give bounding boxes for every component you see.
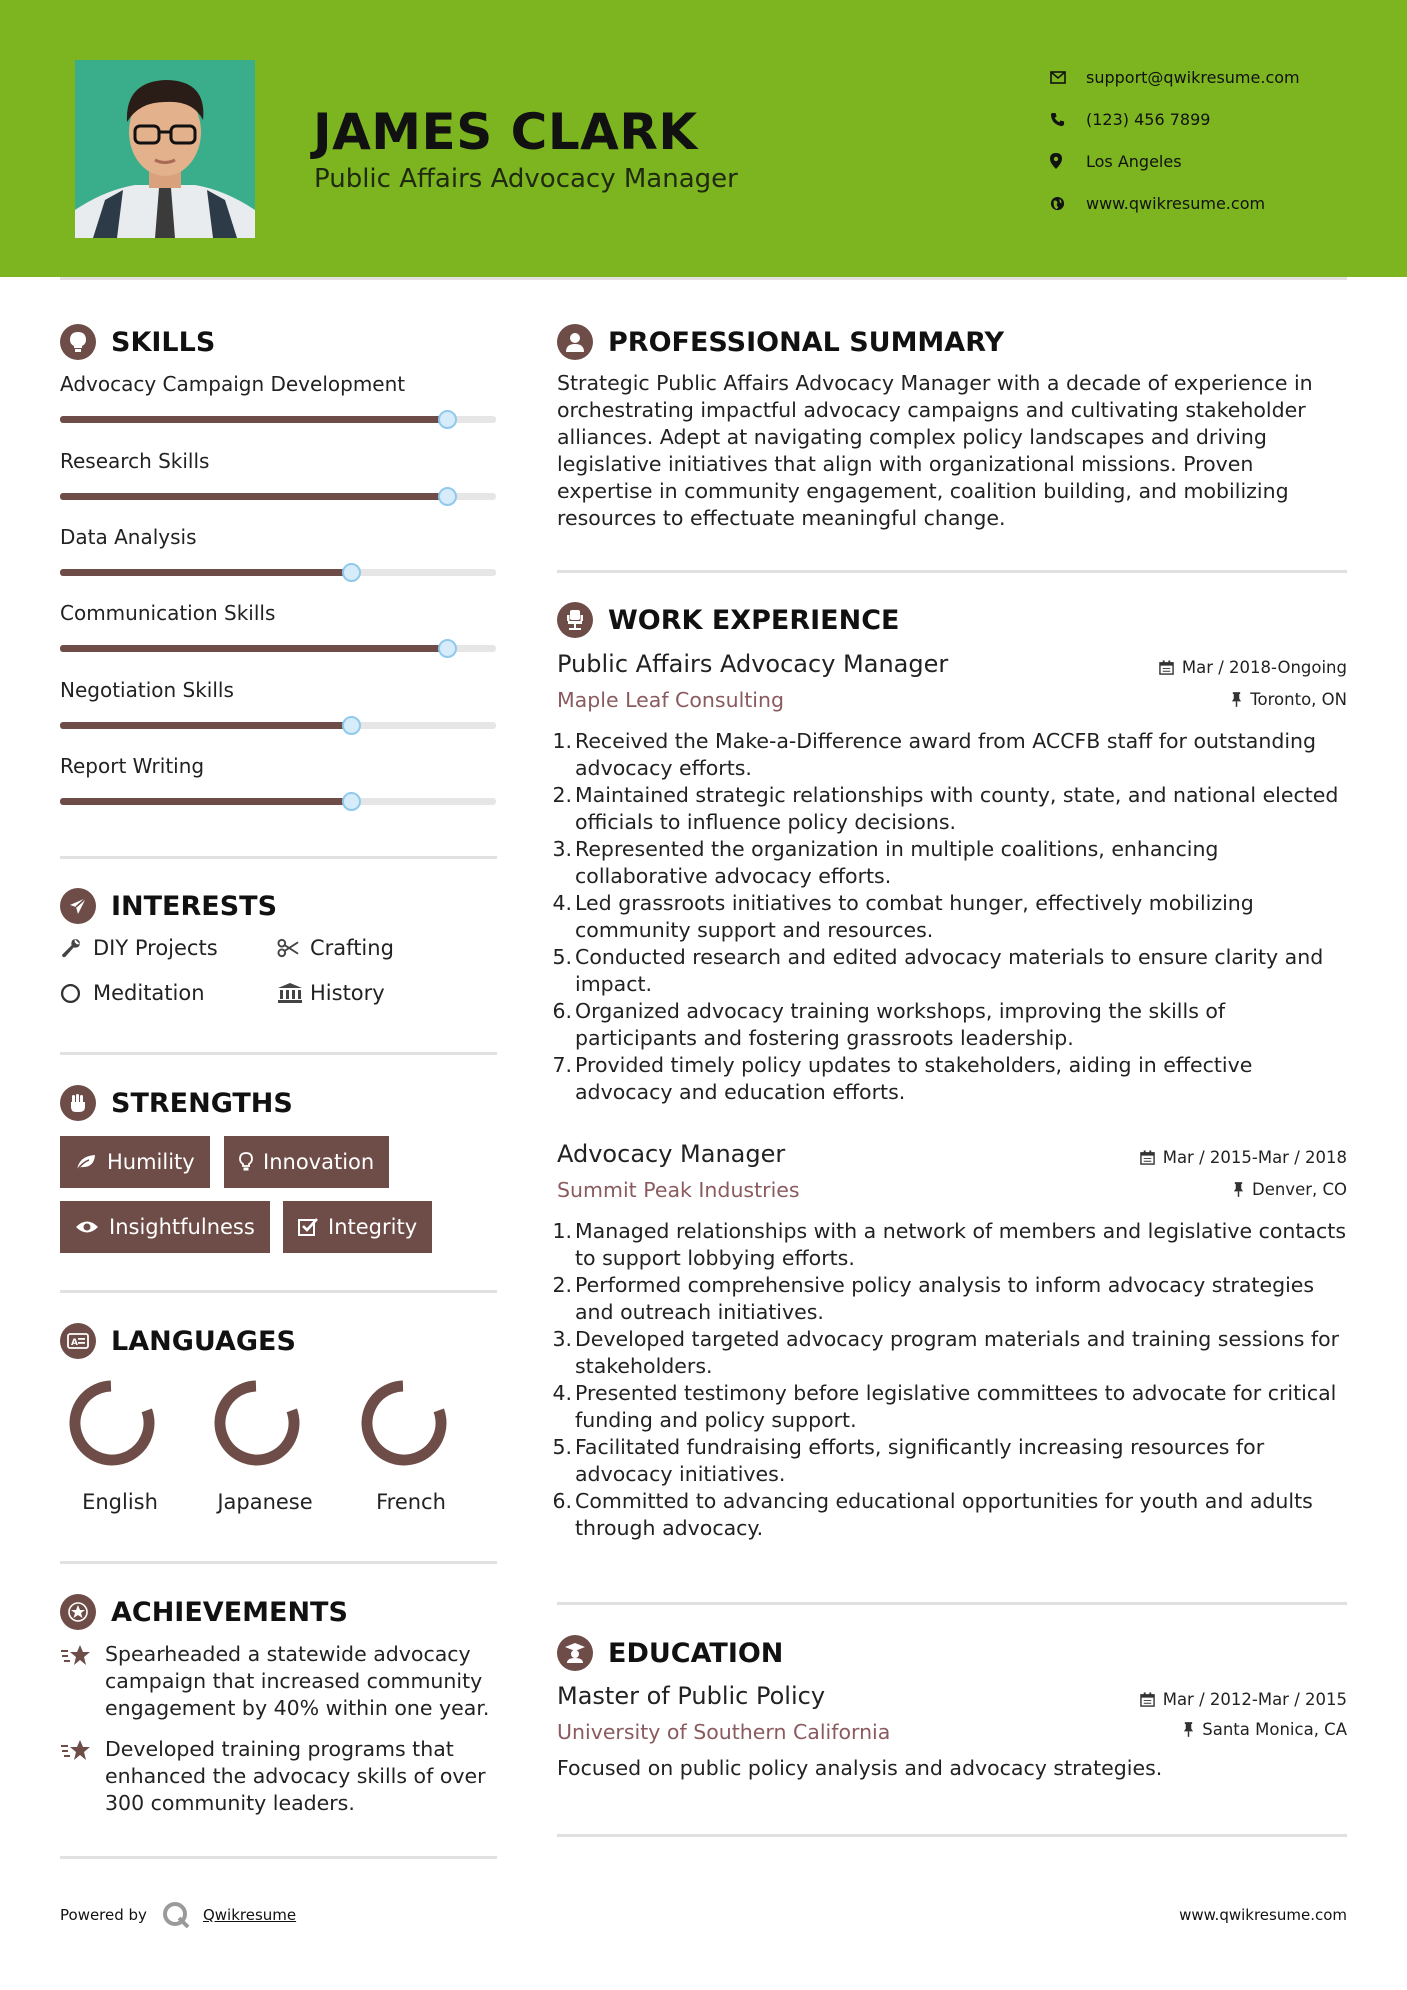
interest-item: Meditation bbox=[60, 981, 205, 1005]
duty-item: 7. Provided timely policy updates to stakeholders, aiding in effective advocacy and education efforts. bbox=[552, 1053, 1253, 1104]
contact-location bbox=[1050, 140, 1300, 182]
achievements-heading: ACHIEVEMENTS bbox=[60, 1594, 348, 1630]
strength-tag: Innovation bbox=[224, 1136, 389, 1188]
strength-tag: Integrity bbox=[283, 1201, 432, 1253]
job-location: Toronto, ON bbox=[1231, 690, 1347, 709]
duty-item: 2. Maintained strategic relationships with county, state, and national elected officials to influence policy decisions. bbox=[552, 783, 1339, 834]
education-heading: EDUCATION bbox=[557, 1635, 783, 1671]
section-divider bbox=[557, 570, 1347, 573]
section-divider bbox=[60, 1856, 497, 1859]
skills-heading: SKILLS bbox=[60, 324, 215, 360]
section-divider bbox=[60, 1561, 497, 1564]
qwikresume-logo-icon bbox=[161, 1900, 191, 1930]
section-divider bbox=[60, 1290, 497, 1293]
contact-location-text: Los Angeles bbox=[1086, 151, 1182, 171]
education-degree: Master of Public Policy bbox=[557, 1682, 826, 1710]
bank-icon bbox=[277, 982, 310, 1004]
contact-website-text: www.qwikresume.com bbox=[1086, 193, 1266, 213]
skill-bar-fill bbox=[60, 645, 448, 652]
star-badge-icon bbox=[60, 1594, 96, 1630]
calendar-icon bbox=[1140, 1150, 1155, 1165]
paper-plane-icon bbox=[60, 888, 96, 924]
duty-item: 4. Led grassroots initiatives to combat hunger, effectively mobilizing community support and resources. bbox=[552, 891, 1254, 942]
contact-list bbox=[1050, 56, 1300, 224]
skill-bar-knob bbox=[438, 410, 457, 429]
candidate-title: Public Affairs Advocacy Manager bbox=[314, 164, 738, 194]
strengths-heading: STRENGTHS bbox=[60, 1085, 293, 1121]
skill-bar bbox=[60, 722, 496, 729]
skill-bar-fill bbox=[60, 722, 352, 729]
job-duties bbox=[552, 1218, 1352, 1542]
skill-bar-knob bbox=[342, 792, 361, 811]
skill-name: Advocacy Campaign Development bbox=[60, 372, 406, 396]
job-title: Advocacy Manager bbox=[557, 1140, 786, 1168]
contact-phone[interactable] bbox=[1050, 98, 1300, 140]
qwikresume-link[interactable]: Qwikresume bbox=[202, 1906, 297, 1924]
duty-item: 3. Represented the organization in multiple coalitions, enhancing collaborative advocacy efforts. bbox=[552, 837, 1219, 888]
skill-bar bbox=[60, 416, 496, 423]
ring-arc bbox=[212, 1378, 302, 1468]
skill-bar bbox=[60, 798, 496, 805]
pushpin-icon bbox=[1183, 1722, 1194, 1737]
skill-bar-knob bbox=[438, 487, 457, 506]
duty-item: 6. Organized advocacy training workshops, improving the skills of participants and fostering grassroots leadership. bbox=[552, 999, 1226, 1050]
shooting-star-icon bbox=[60, 1736, 105, 1817]
language-level-ring bbox=[359, 1378, 449, 1468]
duty-item: 3. Developed targeted advocacy program materials and training sessions for stakeholders. bbox=[552, 1327, 1340, 1378]
experience-heading: WORK EXPERIENCE bbox=[557, 602, 899, 638]
office-chair-icon bbox=[557, 602, 593, 638]
skill-bar-knob bbox=[342, 563, 361, 582]
duty-item: 1. Received the Make-a-Difference award from ACCFB staff for outstanding advocacy efforts. bbox=[552, 729, 1317, 780]
leaf-icon bbox=[75, 1153, 97, 1171]
skill-bar bbox=[60, 569, 496, 576]
fist-icon bbox=[60, 1085, 96, 1121]
job-title: Public Affairs Advocacy Manager bbox=[557, 650, 949, 678]
education-location: Santa Monica, CA bbox=[1183, 1720, 1347, 1739]
duty-item: 2. Performed comprehensive policy analysis to inform advocacy strategies and outreach initiatives. bbox=[552, 1273, 1315, 1324]
graduate-icon bbox=[557, 1635, 593, 1671]
strength-tag: Insightfulness bbox=[60, 1201, 270, 1253]
education-school: University of Southern California bbox=[557, 1720, 891, 1744]
skill-bar-fill bbox=[60, 493, 448, 500]
language-label: French bbox=[376, 1490, 446, 1514]
lightbulb-icon bbox=[239, 1152, 253, 1172]
section-divider bbox=[557, 1834, 1347, 1837]
location-pin-icon bbox=[1050, 153, 1086, 169]
achievement-item: Spearheaded a statewide advocacy campaign that increased community engagement by 40% within one year. bbox=[60, 1641, 500, 1722]
job-dates: Mar / 2018-Ongoing bbox=[1159, 658, 1347, 677]
circle-icon bbox=[60, 983, 93, 1004]
candidate-name: JAMES CLARK bbox=[313, 103, 698, 161]
interest-item: DIY Projects bbox=[60, 936, 218, 960]
email-icon bbox=[1050, 71, 1086, 84]
eye-icon bbox=[75, 1219, 99, 1235]
interest-item: Crafting bbox=[277, 936, 394, 960]
interests-heading: INTERESTS bbox=[60, 888, 277, 924]
job-company: Maple Leaf Consulting bbox=[557, 688, 785, 712]
duty-item: 6. Committed to advancing educational opportunities for youth and adults through advocacy. bbox=[552, 1489, 1313, 1540]
footer-branding bbox=[60, 1900, 296, 1930]
footer-website[interactable]: www.qwikresume.com bbox=[1179, 1906, 1347, 1924]
wrench-icon bbox=[60, 938, 93, 959]
section-divider bbox=[60, 1052, 497, 1055]
powered-by-text: Powered by bbox=[60, 1906, 147, 1924]
shooting-star-icon bbox=[60, 1641, 105, 1722]
skill-bar-knob bbox=[342, 716, 361, 735]
language-label: Japanese bbox=[217, 1490, 313, 1514]
skill-name: Report Writing bbox=[60, 754, 205, 778]
check-square-icon bbox=[298, 1217, 318, 1237]
calendar-icon bbox=[1140, 1692, 1155, 1707]
duty-item: 1. Managed relationships with a network of members and legislative contacts to support lobbying efforts. bbox=[552, 1219, 1347, 1270]
interest-item: History bbox=[277, 981, 385, 1005]
language-label: English bbox=[82, 1490, 158, 1514]
calendar-icon bbox=[1159, 660, 1174, 675]
skill-name: Research Skills bbox=[60, 449, 210, 473]
skill-bar bbox=[60, 493, 496, 500]
ring-arc bbox=[359, 1378, 449, 1468]
ring-arc bbox=[67, 1378, 157, 1468]
contact-email-text: support@qwikresume.com bbox=[1086, 67, 1300, 87]
contact-email[interactable] bbox=[1050, 56, 1300, 98]
education-description: Focused on public policy analysis and advocacy strategies. bbox=[557, 1756, 1163, 1780]
section-divider bbox=[60, 856, 497, 859]
section-divider bbox=[557, 1602, 1347, 1605]
summary-text: Strategic Public Affairs Advocacy Manager with a decade of experience in orchestrating impactful advocacy campaigns and cultivating stakeholder alliances. Adept at navigating complex policy landscapes and driving legislative initiatives that align with organizational missions. Proven expertise in community engagement, coalition building, and mobilizing resources to effectuate meaningful change. bbox=[557, 371, 1313, 530]
job-dates: Mar / 2015-Mar / 2018 bbox=[1140, 1148, 1347, 1167]
skill-bar-knob bbox=[438, 639, 457, 658]
language-level-ring bbox=[67, 1378, 157, 1468]
id-card-icon bbox=[60, 1323, 96, 1359]
resume-header bbox=[0, 0, 1407, 277]
lightbulb-icon bbox=[60, 324, 96, 360]
contact-website[interactable] bbox=[1050, 182, 1300, 224]
svg-text:A: A bbox=[71, 1338, 78, 1348]
skill-name: Communication Skills bbox=[60, 601, 276, 625]
skill-name: Negotiation Skills bbox=[60, 678, 234, 702]
phone-icon bbox=[1050, 112, 1086, 127]
duty-item: 5. Facilitated fundraising efforts, significantly increasing resources for advocacy initiatives. bbox=[552, 1435, 1265, 1486]
job-company: Summit Peak Industries bbox=[557, 1178, 800, 1202]
strength-tag: Humility bbox=[60, 1136, 210, 1188]
contact-phone-text: (123) 456 7899 bbox=[1086, 109, 1211, 129]
globe-icon bbox=[1050, 196, 1086, 211]
language-level-ring bbox=[212, 1378, 302, 1468]
user-icon bbox=[557, 324, 593, 360]
profile-photo bbox=[75, 60, 255, 238]
pushpin-icon bbox=[1233, 1182, 1244, 1197]
header-divider bbox=[60, 277, 1347, 280]
education-dates: Mar / 2012-Mar / 2015 bbox=[1140, 1690, 1347, 1709]
skill-bar-fill bbox=[60, 569, 352, 576]
skill-name: Data Analysis bbox=[60, 525, 197, 549]
skill-bar bbox=[60, 645, 496, 652]
duty-item: 5. Conducted research and edited advocacy materials to ensure clarity and impact. bbox=[552, 945, 1324, 996]
languages-heading: A LANGUAGES bbox=[60, 1323, 296, 1359]
pushpin-icon bbox=[1231, 692, 1242, 707]
achievement-item: Developed training programs that enhanced the advocacy skills of over 300 community leaders. bbox=[60, 1736, 500, 1817]
summary-heading: PROFESSIONAL SUMMARY bbox=[557, 324, 1004, 360]
job-duties bbox=[552, 728, 1352, 1106]
job-location: Denver, CO bbox=[1233, 1180, 1347, 1199]
duty-item: 4. Presented testimony before legislative committees to advocate for critical funding and policy support. bbox=[552, 1381, 1337, 1432]
scissors-icon bbox=[277, 938, 310, 958]
skill-bar-fill bbox=[60, 416, 448, 423]
skill-bar-fill bbox=[60, 798, 352, 805]
